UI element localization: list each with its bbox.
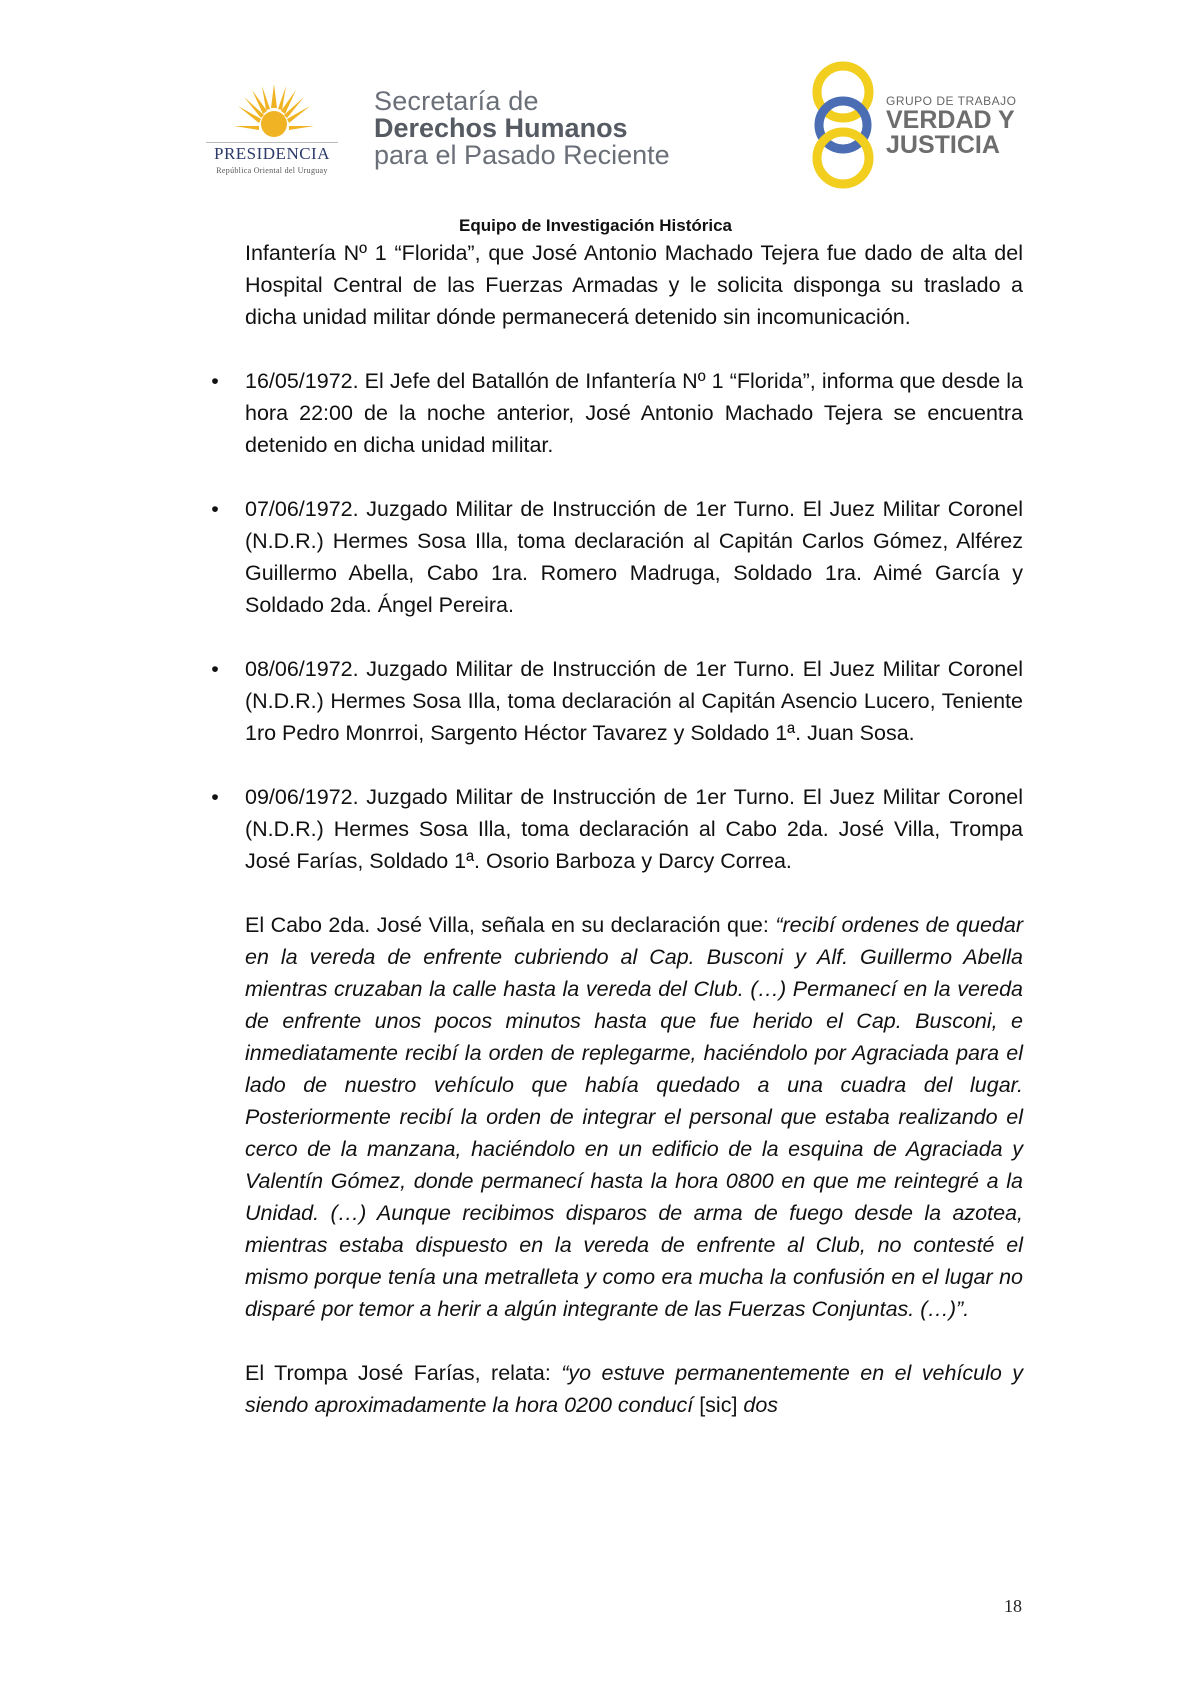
bullet-icon: • (211, 657, 219, 681)
page-number: 18 (1004, 1596, 1022, 1616)
presidencia-divider (206, 142, 338, 143)
gvj-line1: VERDAD Y (886, 106, 1015, 134)
villa-lead: El Cabo 2da. José Villa, señala en su declaración que: (245, 913, 776, 937)
gvj-small-text: GRUPO DE TRABAJO (886, 94, 1017, 108)
secretaria-line1: Secretaría de (374, 86, 539, 116)
list-item (211, 365, 1023, 461)
farias-lead: El Trompa José Farías, relata: (245, 1361, 562, 1385)
gvj-line2: JUSTICIA (886, 131, 1000, 159)
secretaria-logo-text (374, 88, 670, 169)
secretaria-line3: para el Pasado Reciente (374, 140, 670, 170)
secretaria-line2: Derechos Humanos (374, 113, 628, 143)
sic-marker: [sic] (693, 1393, 744, 1417)
verdad-justicia-logo (808, 60, 1018, 190)
list-item-text: 16/05/1972. El Jefe del Batallón de Infantería Nº 1 “Florida”, informa que desde la hora 22:00 de la noche anterior, José Antonio Machado Tejera se encuentra detenido en dicha unidad militar. (245, 369, 1023, 457)
list-item (211, 781, 1023, 877)
bullet-icon: • (211, 497, 219, 521)
bullet-icon: • (211, 369, 219, 393)
list-item-text: 09/06/1972. Juzgado Militar de Instrucción de 1er Turno. El Juez Militar Coronel (N.D.R.) Hermes Sosa Illa, toma declaración al Cabo 2da. José Villa, Trompa José Farías, Soldado 1ª. Osorio Barboza y Darcy Correa. (245, 785, 1023, 873)
farias-paragraph (245, 1357, 1023, 1421)
presidencia-subtitle: República Oriental del Uruguay (216, 166, 328, 175)
villa-paragraph (245, 909, 1023, 1325)
sun-icon (234, 82, 314, 142)
farias-quote-continued: dos (743, 1393, 779, 1417)
intro-paragraph: Infantería Nº 1 “Florida”, que José Antonio Machado Tejera fue dado de alta del Hospital Central de las Fuerzas Armadas y le solicita disponga su traslado a dicha unidad militar dónde permanecerá detenido sin incomunicación. (245, 241, 1023, 329)
document-body (211, 237, 1023, 1421)
list-item-text: 07/06/1972. Juzgado Militar de Instrucción de 1er Turno. El Juez Militar Coronel (N.D.R.) Hermes Sosa Illa, toma declaración al Capitán Carlos Gómez, Alférez Guillermo Abella, Cabo 1ra. Romero Madruga, Soldado 1ra. Aimé García y Soldado 2da. Ángel Pereira. (245, 497, 1023, 617)
farias-quote: “yo estuve permanentemente en el vehículo y siendo aproximadamente la hora 0200 conducí (245, 1361, 1023, 1417)
villa-quote: “recibí ordenes de quedar en la vereda de enfrente cubriendo al Cap. Busconi y Alf. Guillermo Abella mientras cruzaban la calle hasta la vereda del Club. (…) Permanecí en la vereda de enfrente unos pocos minutos hasta que fue herido el Cap. Busconi, e inmediatamente recibí la orden de replegarme, haciéndolo por Agraciada para el lado de nuestro vehículo que había quedado a una cuadra del lugar. Posteriormente recibí la orden de integrar el personal que estaba realizando el cerco de la manzana, haciéndolo en un edificio de la esquina de Agraciada y Valentín Gómez, donde permanecí hasta la hora 0800 en que me reintegré a la Unidad. (…) Aunque recibimos disparos de arma de fuego desde la azotea, mientras estaba dispuesto en la vereda de enfrente al Club, no contesté el mismo porque tenía una metralleta y como era mucha la confusión en el lugar no disparé por temor a herir a algún integrante de las Fuerzas Conjuntas. (…)”. (245, 913, 1023, 1321)
gvj-title (886, 108, 1015, 158)
presidencia-logo (196, 82, 348, 177)
list-item-text: 08/06/1972. Juzgado Militar de Instrucción de 1er Turno. El Juez Militar Coronel (N.D.R.) Hermes Sosa Illa, toma declaración al Capitán Asencio Lucero, Teniente 1ro Pedro Monrroi, Sargento Héctor Tavarez y Soldado 1ª. Juan Sosa. (245, 657, 1023, 745)
team-title: Equipo de Investigación Histórica (459, 216, 732, 235)
bullet-icon: • (211, 785, 219, 809)
rings-icon (808, 60, 878, 190)
list-item (211, 653, 1023, 749)
list-item (211, 493, 1023, 621)
presidencia-name: PRESIDENCIA (213, 144, 330, 163)
